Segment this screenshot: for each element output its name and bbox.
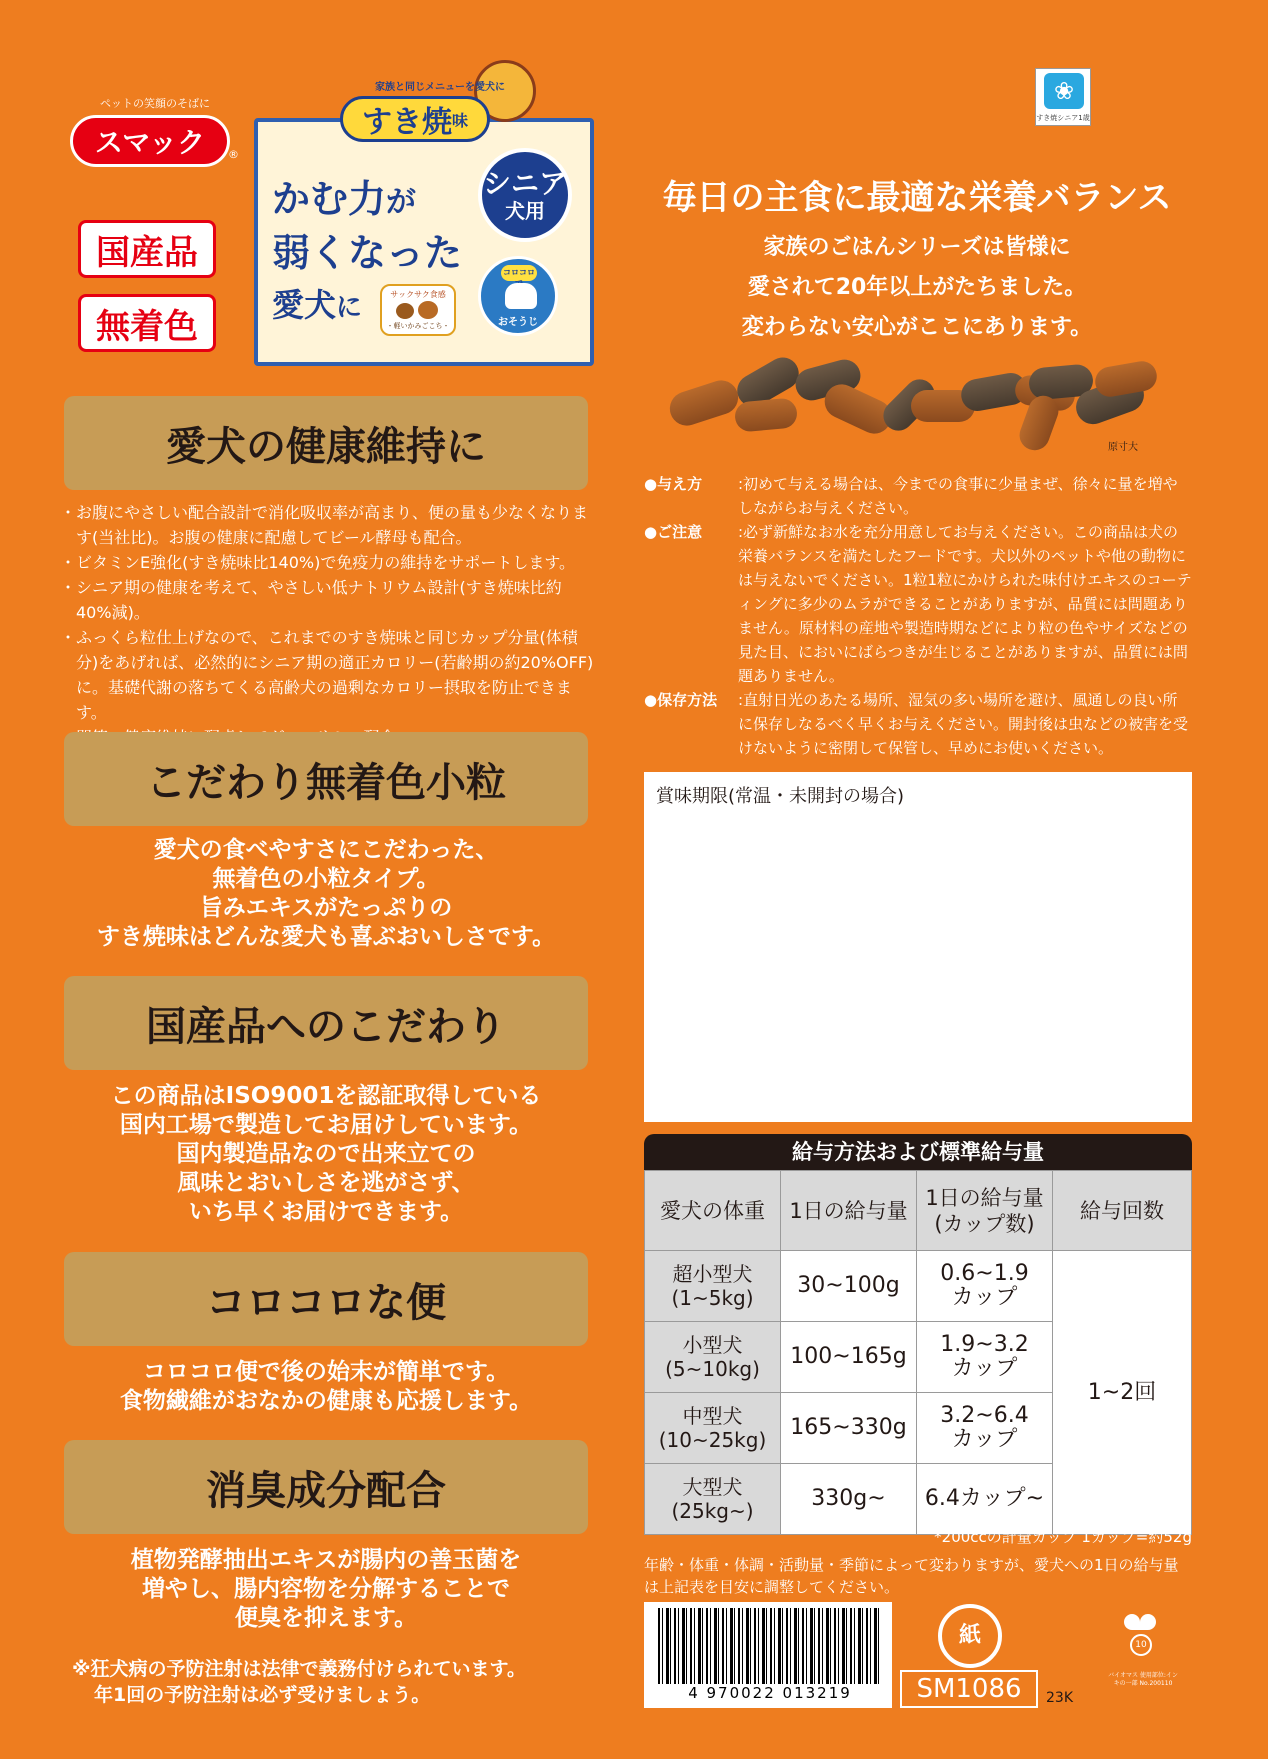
body-line: 愛犬の食べやすさにこだわった、 xyxy=(153,837,499,863)
barcode-bars xyxy=(658,1608,882,1684)
package-line-1-suffix: が xyxy=(386,185,417,220)
table-cell-cups: 0.6~1.9 カップ xyxy=(917,1251,1053,1322)
biomass-icon xyxy=(1120,1614,1160,1670)
body-line: 便臭を抑えます。 xyxy=(234,1605,418,1631)
flavor-name: すき焼 xyxy=(361,105,452,140)
brand-tagline: ペットの笑顔のそばに xyxy=(100,97,210,110)
expiry-box xyxy=(644,772,1192,1122)
info-label: ●ご注意 xyxy=(644,523,703,541)
table-header-row xyxy=(645,1171,1192,1251)
mini-package xyxy=(1035,68,1091,126)
barcode xyxy=(644,1602,892,1708)
package-line-3 xyxy=(272,280,362,326)
body-line: 増やし、腸内容物を分解することで xyxy=(142,1576,510,1602)
info-row xyxy=(644,520,1192,688)
table-cell-cups: 1.9~3.2 カップ xyxy=(917,1322,1053,1393)
kibble-piece xyxy=(665,376,742,430)
badge-no-coloring: 無着色 xyxy=(78,294,216,352)
package-line-2: 弱くなった xyxy=(272,231,463,275)
section-no-coloring-body xyxy=(64,836,588,952)
usage-info xyxy=(644,472,1192,760)
table-header: 1日の給与量 (カップ数) xyxy=(917,1171,1053,1251)
biomass-number: 10 xyxy=(1130,1634,1152,1656)
table-cell-grams: 100~165g xyxy=(781,1322,917,1393)
note-line: 年1回の予防注射は必ず受けましょう。 xyxy=(94,1684,431,1706)
expiry-label: 賞味期限(常温・未開封の場合) xyxy=(656,786,905,807)
feeding-table xyxy=(644,1134,1192,1535)
health-bullets xyxy=(64,500,594,750)
table-note: *200ccの計量カップ 1カップ=約52g xyxy=(934,1528,1192,1546)
lot-code: 23K xyxy=(1046,1690,1073,1706)
body-line: 無着色の小粒タイプ。 xyxy=(212,866,440,892)
section-domestic-body xyxy=(64,1082,588,1227)
table-cell-size: 大型犬 (25kg~) xyxy=(645,1464,781,1535)
package-ribbon: 家族と同じメニューを愛犬に xyxy=(375,82,505,93)
table-row xyxy=(645,1251,1192,1322)
table-cell-grams: 165~330g xyxy=(781,1393,917,1464)
table-header: 1日の給与量 xyxy=(781,1171,917,1251)
list-item: ・ シニア期の健康を考えて、やさしい低ナトリウム設計(すき焼味比約40%減)。 xyxy=(64,575,594,625)
body-line: この商品はISO9001を認証取得している xyxy=(110,1083,542,1109)
list-item: ・ お腹にやさしい配合設計で消化吸収率が高まり、便の量も少なくなります(当社比)。お腹の健康に配慮してビール酵母も配合。 xyxy=(64,500,594,550)
headline: 毎日の主食に最適な栄養バランス xyxy=(662,178,1172,218)
koro-badge xyxy=(478,256,558,336)
table-cell-size: 小型犬 (5~10kg) xyxy=(645,1322,781,1393)
flavor-suffix: 味 xyxy=(451,110,468,130)
kibble-piece xyxy=(734,397,798,432)
package-line-1-text: かむ力 xyxy=(272,177,387,221)
section-health-title: 愛犬の健康維持に xyxy=(64,396,588,490)
package-line-3-text: 愛犬 xyxy=(272,286,337,324)
table-cell-grams: 30~100g xyxy=(781,1251,917,1322)
table-cell-size: 超小型犬 (1~5kg) xyxy=(645,1251,781,1322)
body-line: コロコロ便で後の始末が簡単です。 xyxy=(142,1359,510,1385)
note-line: ※狂犬病の予防注射は法律で義務付けられています。 xyxy=(72,1658,526,1680)
section-deodorant-title: 消臭成分配合 xyxy=(64,1440,588,1534)
body-line: 国内工場で製造してお届けしています。 xyxy=(119,1112,533,1138)
feeding-table-title: 給与方法および標準給与量 xyxy=(644,1134,1192,1170)
package-flavor xyxy=(340,96,490,142)
kibble-badge-top: サックサク食感 xyxy=(390,290,446,299)
package-line-3-suffix: に xyxy=(336,293,363,323)
info-label: ●与え方 xyxy=(644,475,703,493)
body-line: 国内製造品なので出来立ての xyxy=(176,1141,476,1167)
badge-domestic: 国産品 xyxy=(78,220,216,278)
info-row xyxy=(644,472,1192,520)
list-item: ・ ふっくら粒仕上げなので、これまでのすき焼味と同じカップ分量(体積分)をあげれば、必然的にシニア期の適正カロリー(若齢期の約20%OFF)に。基礎代謝の落ちてくる高齢犬の過剰なカロリー摂取を防止できます。 xyxy=(64,625,594,725)
actual-size-label: 原寸大 xyxy=(1108,442,1138,453)
koro-badge-top: コロコロ xyxy=(501,265,537,281)
section-no-coloring-title: こだわり無着色小粒 xyxy=(64,732,588,826)
biomass-text: バイオマス 使用部位:インキの一部 No.200110 xyxy=(1108,1672,1178,1687)
kibble-icon xyxy=(396,303,414,319)
info-text: :直射日光のあたる場所、湿気の多い場所を避け、風通しの良い所に保存しなるべく早くお与えください。開封後は虫などの被害を受けないように密閉して保管し、早めにお使いください。 xyxy=(738,691,1189,757)
brand-logo: スマック xyxy=(70,115,230,167)
table-header: 愛犬の体重 xyxy=(645,1171,781,1251)
list-item: ・ ビタミンE強化(すき焼味比140%)で免疫力の維持をサポートします。 xyxy=(64,550,594,575)
kibble-icon xyxy=(418,301,438,319)
table-cell-cups: 6.4カップ~ xyxy=(917,1464,1053,1535)
info-text: :初めて与える場合は、今までの食事に少量まぜ、徐々に量を増やしながらお与えください。 xyxy=(738,475,1178,517)
body-line: すき焼味はどんな愛犬も喜ぶおいしさです。 xyxy=(96,924,556,950)
body-line: 風味とおいしさを逃がさず、 xyxy=(177,1170,475,1196)
registered-mark: ® xyxy=(228,148,239,161)
kibble-photo xyxy=(665,360,1185,460)
info-row xyxy=(644,688,1192,760)
table-cell-frequency: 1~2回 xyxy=(1053,1251,1192,1535)
kibble-badge-bottom: ・軽いかみごこち・ xyxy=(386,322,450,330)
info-label: ●保存方法 xyxy=(644,691,718,709)
kibble-badge xyxy=(380,284,456,336)
table-header: 給与回数 xyxy=(1053,1171,1192,1251)
senior-badge-bottom: 犬用 xyxy=(505,199,545,223)
koro-badge-bottom: おそうじ xyxy=(498,317,538,328)
body-line: いち早くお届けできます。 xyxy=(188,1199,464,1225)
intro-line: 変わらない安心がここにあります。 xyxy=(741,315,1093,340)
senior-badge xyxy=(478,148,572,242)
intro-line: 愛されて20年以上がたちました。 xyxy=(747,275,1087,300)
info-text: :必ず新鮮なお水を充分用意してお与えください。この商品は犬の栄養バランスを満たしたフードです。犬以外のペットや他の動物には与えないでください。1粒1粒にかけられた味付けエキスのコーティングに多少のムラができることがありますが、品質には問題ありません。原材料の産地や製造時期などにより粒の色やサイズなどの見た目、においにばらつきが生じることがありますが、品質には問題ありません。 xyxy=(738,523,1192,685)
section-stool-body xyxy=(64,1358,588,1416)
leaf-shape xyxy=(1140,1614,1156,1630)
leaf-shape xyxy=(1124,1614,1140,1630)
section-stool-title: コロコロな便 xyxy=(64,1252,588,1346)
table-cell-size: 中型犬 (10~25kg) xyxy=(645,1393,781,1464)
dog-icon xyxy=(505,283,537,309)
senior-badge-top: シニア xyxy=(482,167,567,200)
paper-recycle-icon: 紙 xyxy=(938,1604,1002,1668)
rabies-note xyxy=(72,1656,592,1708)
section-domestic-title: 国産品へのこだわり xyxy=(64,976,588,1070)
table-note-adjust: 年齢・体重・体調・活動量・季節によって変わりますが、愛犬への1日の給与量は上記表を目安に調整してください。 xyxy=(644,1556,1179,1596)
body-line: 旨みエキスがたっぷりの xyxy=(199,895,453,921)
table-cell-grams: 330g~ xyxy=(781,1464,917,1535)
intro-line: 家族のごはんシリーズは皆様に xyxy=(763,235,1071,260)
body-line: 植物発酵抽出エキスが腸内の善玉菌を xyxy=(130,1547,522,1573)
mini-package-caption: すき焼シニア1歳 xyxy=(1036,114,1090,122)
section-deodorant-body xyxy=(64,1546,588,1633)
body-line: 食物繊維がおなかの健康も応援します。 xyxy=(119,1388,533,1414)
kibble-piece xyxy=(1093,359,1159,399)
feeding-table-grid xyxy=(644,1170,1192,1535)
package-line-1 xyxy=(272,168,416,223)
brand-block xyxy=(70,95,240,167)
table-cell-cups: 3.2~6.4 カップ xyxy=(917,1393,1053,1464)
product-code: SM1086 xyxy=(900,1670,1038,1708)
intro-text xyxy=(644,228,1190,348)
paw-icon: ❀ xyxy=(1044,73,1084,109)
barcode-number: 4 970022 013219 xyxy=(688,1684,852,1702)
